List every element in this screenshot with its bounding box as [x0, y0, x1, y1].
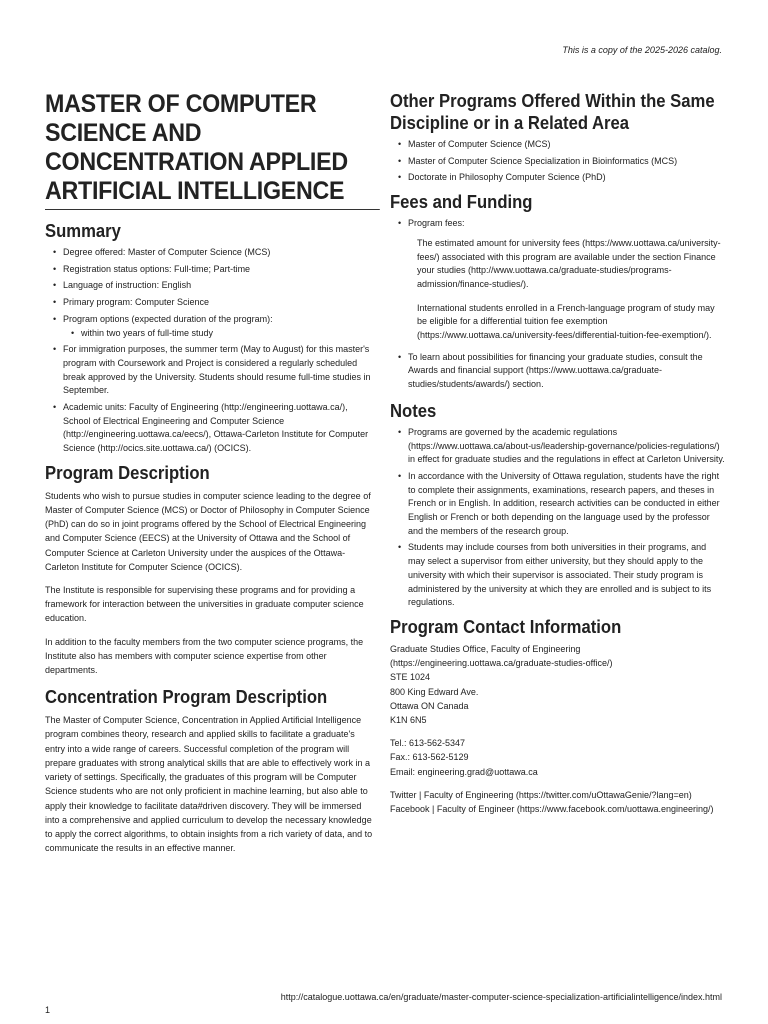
fees-heading: Fees and Funding [390, 191, 533, 213]
sub-list-item: • within two years of full-time study [81, 327, 377, 341]
address-line: Graduate Studies Office, Faculty of Engineering (https://engineering.uottawa.ca/graduate-studies-office/) [390, 643, 613, 669]
contact-address [390, 642, 725, 727]
list-item: • Academic units: Faculty of Engineering (http://engineering.uottawa.ca/), School of Electrical Engineering and Computer Science (http://engineering.uottawa.ca/eecs/), Ottawa-Carleton Institute for Computer Science (http://ocics.site.uottawa.ca/) (OCICS). [63, 401, 377, 456]
twitter-link[interactable]: Twitter | Faculty of Engineering (https://twitter.com/uOttawaGenie/?lang=en) [390, 789, 692, 800]
paragraph: The Institute is responsible for supervising these programs and for providing a framework for interaction between the universities in graduate computer science education. [45, 585, 364, 624]
concentration-heading: Concentration Program Description [45, 686, 328, 708]
program-fees-label: Program fees: [408, 218, 465, 229]
fax-line: Fax.: 613-562-5129 [390, 752, 469, 763]
address-line: K1N 6N5 [390, 715, 427, 725]
catalog-banner: This is a copy of the 2025-2026 catalog. [562, 45, 722, 55]
list-item [63, 313, 377, 340]
contact-social [390, 788, 725, 816]
paragraph: Students who wish to pursue studies in computer science leading to the degree of Master of Computer Science (MCS) or Doctor of Philosophy in Computer Science (PhD) can do so in joint programs offered by the School of Electrical Engineering and Computer Science (EECS) at the University of Ottawa and the School of Computer Science at Carleton University under the auspices of the Ottawa-Carleton Institute for Computer Science (OCICS). [45, 490, 371, 572]
left-column [45, 90, 377, 864]
list-item: • In accordance with the University of Ottawa regulation, students have the right to complete their assignments, examinations, research papers, and theses in French or in English. In addition, research activities can be conducted in either English or French or both depending on the language used by the professor and the members of the research group. [408, 470, 725, 539]
facebook-link[interactable]: Facebook | Faculty of Engineer (https://www.facebook.com/uottawa.engineering/) [390, 804, 714, 815]
list-item: • Registration status options: Full-time; Part-time [63, 263, 377, 277]
other-programs-heading: Other Programs Offered Within the Same Discipline or in a Related Area [390, 90, 715, 133]
footer-url[interactable]: http://catalogue.uottawa.ca/en/graduate/master-computer-science-specialization-artificialintelligence/index.html [280, 992, 722, 1002]
list-item: • To learn about possibilities for financing your graduate studies, consult the Awards and financial support (https://www.uottawa.ca/graduate-studies/students/awards/) section. [408, 351, 725, 392]
list-item: • Programs are governed by the academic regulations (https://www.uottawa.ca/about-us/leadership-governance/policies-regulations/) in effect for graduate studies and the regulations in effect at Carleton University. [408, 426, 725, 467]
paragraph: In addition to the faculty members from the two computer science programs, the Institute also has members with computer science expertise from other departments. [45, 636, 364, 676]
phone-line: Tel.: 613-562-5347 [390, 738, 466, 749]
list-item: • Students may include courses from both universities in their programs, and may select a supervisor from either university, but they should apply to the university with which their supervisor is associated. Their study program is administered by the university at which they are enrolled and is subject to its regulations. [408, 541, 725, 610]
address-line: 800 King Edward Ave. [390, 686, 479, 697]
list-item: • Doctorate in Philosophy Computer Science (PhD) [408, 171, 725, 185]
concentration-section [45, 686, 377, 855]
list-item: • Master of Computer Science (MCS) [408, 138, 725, 152]
contact-phone [390, 736, 725, 779]
contact-heading: Program Contact Information [390, 615, 622, 637]
program-description-section [45, 462, 377, 677]
fees-paragraph: The estimated amount for university fees (https://www.uottawa.ca/university-fees/) associated with this program are available under the section Finance your studies (http://www.uottawa.ca/graduate-studies/programs-admission/finance-studies/). [417, 237, 721, 289]
notes-section [390, 400, 725, 610]
paragraph: The Master of Computer Science, Concentration in Applied Artificial Intelligence program combines theory, research and applied skills to facilitate a graduate's entry into a wide range of careers. Successful completion of the program will prepare graduates with strong analytical skills that are able to effectively work in a variety of settings. Specifically, the graduates of this program will be Computer Science students who are not only proficient in machine learning, but also able to apply their knowledge to facilitate data#driven discovery. They will be immersed into a comprehensive and applied curriculum to develop the necessary knowledge to apply the correct algorithms, to obtain insights from a rich variety of data, and to communicate the results in an effective manner. [45, 715, 373, 854]
list-item: • Primary program: Computer Science [63, 296, 377, 310]
list-item: • Degree offered: Master of Computer Science (MCS) [63, 246, 377, 260]
list-item: • Language of instruction: English [63, 279, 377, 293]
email-line[interactable]: Email: engineering.grad@uottawa.ca [390, 766, 538, 777]
summary-section [45, 220, 377, 456]
program-options-label: Program options (expected duration of the program): [63, 313, 273, 324]
page-title: MASTER OF COMPUTER SCIENCE AND CONCENTRATION APPLIED ARTIFICIAL INTELLIGENCE [45, 90, 380, 210]
list-item: • For immigration purposes, the summer term (May to August) for this master's program with Coursework and Project is considered a regularly scheduled break approved by the University. Students should resume full-time studies in September. [63, 343, 377, 398]
contact-section [390, 616, 725, 816]
list-item [408, 217, 725, 343]
summary-heading: Summary [45, 220, 121, 241]
program-description-heading: Program Description [45, 461, 210, 483]
right-column [390, 90, 725, 816]
fees-paragraph: International students enrolled in a French-language program of study may be eligible for a differential tuition fee exemption (https://www.uottawa.ca/university-fees/differential-tuition-fee-exemption/). [417, 302, 715, 341]
address-line: STE 1024 [390, 672, 431, 683]
notes-heading: Notes [390, 399, 437, 421]
page-number: 1 [45, 1005, 51, 1015]
list-item: • Master of Computer Science Specialization in Bioinformatics (MCS) [408, 155, 725, 169]
summary-list [45, 246, 377, 456]
other-programs-section [390, 90, 725, 185]
fees-list [390, 217, 725, 392]
fees-section [390, 191, 725, 392]
notes-list [390, 426, 725, 610]
address-line: Ottawa ON Canada [390, 700, 469, 711]
other-programs-list [390, 138, 725, 185]
